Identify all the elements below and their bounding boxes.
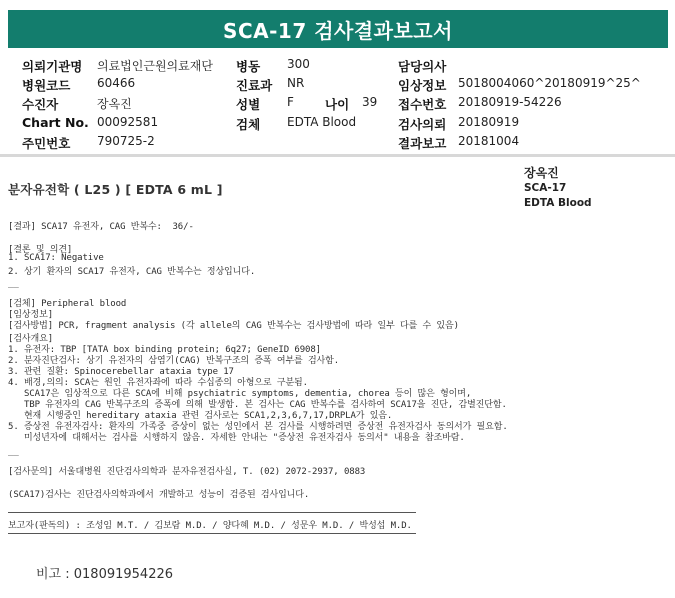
- result-report-value: 20181004: [458, 134, 520, 148]
- specimen-stamp: [524, 166, 592, 211]
- department-label: 진료과: [236, 78, 273, 93]
- inquiry-line: [검사문의] 서울대병원 진단검사의학과 분자유전검사실, T. (02) 2072-2937, 0883: [8, 467, 366, 477]
- result-line: [결과] SCA17 유전자, CAG 반복수: 36/-: [8, 222, 194, 232]
- conclusion-line-1: 1. SCA17: Negative: [8, 253, 104, 263]
- recipient-value: 장옥진: [97, 97, 132, 111]
- report-header: [0, 0, 675, 52]
- separator-mark-2: __: [8, 447, 19, 457]
- sex-value: F: [287, 95, 294, 109]
- receipt-number-label: 접수번호: [398, 97, 447, 112]
- patient-info-panel: [0, 52, 675, 152]
- scanned-report-page: [0, 157, 675, 598]
- overview-presymptomatic: 5. 증상전 유전자검사: 환자의 가족중 증상이 없는 성인에서 본 검사를 시행하려면 증상전 유전자검사 동의서가 필요함.: [8, 422, 508, 432]
- reporter-bottom-rule: [8, 533, 416, 534]
- recipient-label: 수진자: [22, 97, 59, 112]
- overview-disease: 3. 관련 질환: Spinocerebellar ataxia type 17: [8, 367, 234, 377]
- sex-label: 성별: [236, 97, 261, 112]
- result-report-label: 결과보고: [398, 136, 447, 151]
- remarks-note: 비고 : 018091954226: [36, 567, 174, 582]
- overview-background-4: 현재 시행중인 hereditary ataxia 관련 검사로는 SCA1,2,3,6,7,17,DRPLA가 있음.: [8, 411, 393, 421]
- overview-gene: 1. 유전자: TBP [TATA box binding protein; 6q27; GeneID 6908]: [8, 345, 321, 355]
- specimen-value: EDTA Blood: [287, 115, 357, 129]
- clinical-info-heading: [임상정보]: [8, 310, 54, 320]
- conclusion-line-2: 2. 상기 환자의 SCA17 유전자, CAG 반복수는 정상입니다.: [8, 267, 256, 277]
- receipt-number-value: 20180919-54226: [458, 95, 562, 109]
- clinical-info-label: 임상정보: [398, 78, 447, 93]
- institution-label: 의뢰기관명: [22, 59, 83, 74]
- hospital-code-label: 병원코드: [22, 78, 71, 93]
- separator-mark: __: [8, 279, 19, 289]
- overview-background-2: SCA17은 임상적으로 다른 SCA에 비해 psychiatric symptoms, dementia, chorea 등이 많은 형이며,: [8, 389, 472, 399]
- overview-presymptomatic-2: 미성년자에 대해서는 검사를 시행하지 않음. 자세한 안내는 "증상전 유전자검사 동의서" 내용을 참조바람.: [8, 433, 465, 443]
- age-label: 나이: [325, 97, 350, 112]
- ward-value: 300: [287, 57, 310, 71]
- method-line: [검사방법] PCR, fragment analysis (각 allele의 CAG 반복수는 검사방법에 따라 일부 다를 수 있음): [8, 321, 459, 331]
- overview-test: 2. 분자진단검사: 상기 유전자의 삼염기(CAG) 반복구조의 증폭 여부를 검사함.: [8, 356, 340, 366]
- specimen-line: [검체] Peripheral blood: [8, 299, 127, 309]
- stamp-test: SCA-17: [524, 182, 567, 194]
- overview-background-3: TBP 유전자의 CAG 반복구조의 증폭에 의해 발생함. 본 검사는 CAG 반복수를 검사하여 SCA17을 진단, 감별진단함.: [8, 400, 507, 410]
- report-title: SCA-17 검사결과보고서: [8, 10, 668, 48]
- request-date-value: 20180919: [458, 115, 520, 129]
- resident-id-value: 790725-2: [97, 134, 155, 148]
- chart-number-label: Chart No.: [22, 115, 89, 130]
- resident-id-label: 주민번호: [22, 136, 71, 151]
- clinical-info-value: 5018004060^20180919^25^: [458, 76, 641, 90]
- specimen-label: 검체: [236, 117, 261, 132]
- reporter-top-rule: [8, 512, 416, 513]
- department-value: NR: [287, 76, 305, 90]
- institution-value: 의료법인근원의료재단: [97, 59, 213, 73]
- stamp-specimen: EDTA Blood: [524, 197, 592, 209]
- overview-background: 4. 배경,의의: SCA는 원인 유전자좌에 따라 수십종의 아형으로 구분됨.: [8, 378, 308, 388]
- ward-label: 병동: [236, 59, 261, 74]
- section-title: 분자유전학 ( L25 ) [ EDTA 6 mL ]: [8, 182, 223, 197]
- doctor-label: 담당의사: [398, 59, 447, 74]
- reporter-line: 보고자(판독의) : 조성임 M.T. / 김보람 M.D. / 양다혜 M.D. / 성문우 M.D. / 박성섭 M.D.: [8, 521, 412, 531]
- conclusion-heading: [결론 및 의견]: [8, 245, 73, 255]
- stamp-name: 장옥진: [524, 166, 559, 180]
- hospital-code-value: 60466: [97, 76, 136, 90]
- validation-line: (SCA17)검사는 진단검사의학과에서 개발하고 성능이 검증된 검사입니다.: [8, 490, 310, 500]
- age-value: 39: [362, 95, 378, 109]
- request-date-label: 검사의뢰: [398, 117, 447, 132]
- chart-number-value: 00092581: [97, 115, 159, 129]
- overview-heading: [검사개요]: [8, 334, 54, 344]
